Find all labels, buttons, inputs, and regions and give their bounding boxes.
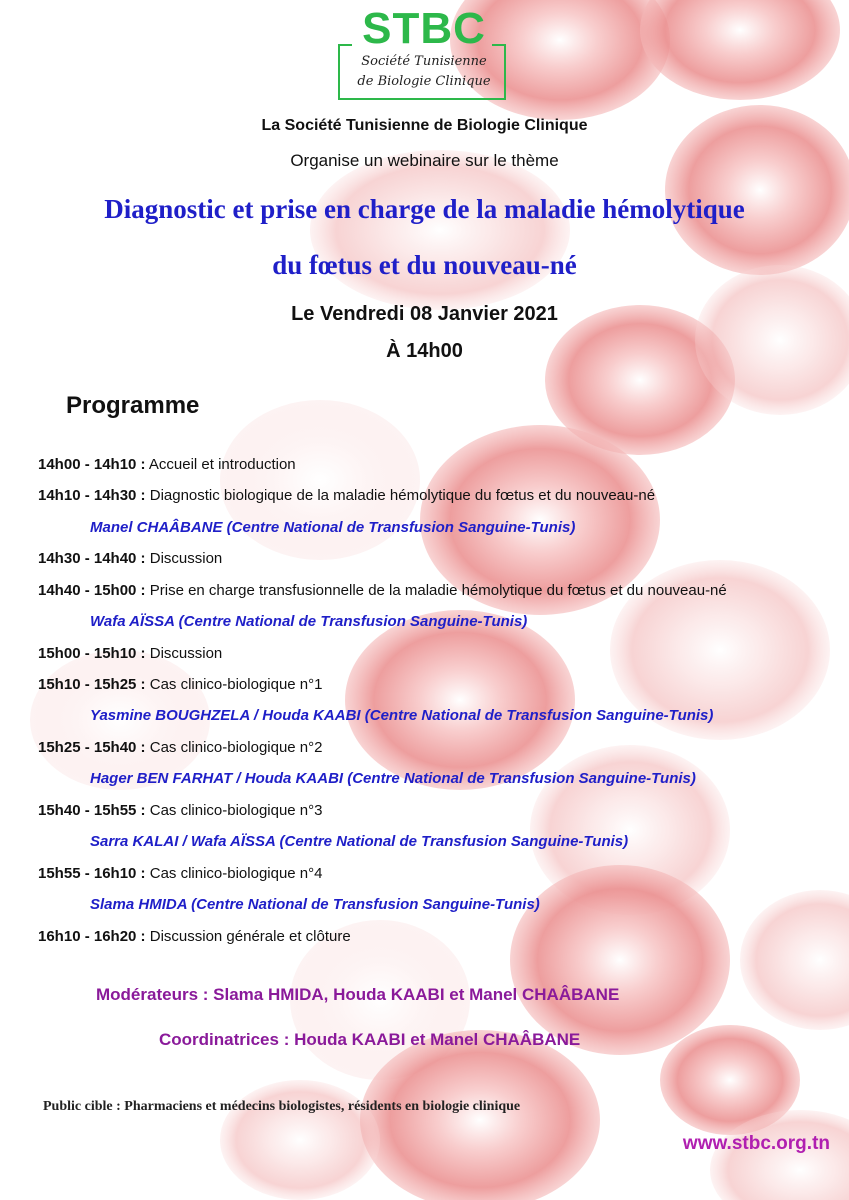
programme-row <box>38 487 655 504</box>
programme-title: Cas clinico-biologique n°3 <box>145 802 323 819</box>
programme-title: Cas clinico-biologique n°2 <box>145 739 323 756</box>
programme-title: Prise en charge transfusionnelle de la maladie hémolytique du fœtus et du nouveau-né <box>145 582 727 599</box>
programme-row <box>38 582 727 599</box>
programme-speaker: Hager BEN FARHAT / Houda KAABI (Centre National de Transfusion Sanguine-Tunis) <box>90 770 696 787</box>
programme-row <box>38 676 323 693</box>
programme-title: Discussion <box>145 645 223 662</box>
logo-line-2: de Biologie Clinique <box>357 74 491 89</box>
programme-time: 15h10 - 15h25 : <box>38 676 146 693</box>
programme-title: Cas clinico-biologique n°4 <box>145 865 323 882</box>
programme-time: 14h10 - 14h30 : <box>38 487 146 504</box>
programme-speaker: Wafa AÏSSA (Centre National de Transfusion Sanguine-Tunis) <box>90 613 528 630</box>
logo-frame <box>338 44 506 100</box>
programme-time: 15h00 - 15h10 : <box>38 645 146 662</box>
programme-heading: Programme <box>66 392 200 419</box>
event-time: À 14h00 <box>386 340 463 362</box>
programme-row <box>38 928 351 945</box>
programme-title: Diagnostic biologique de la maladie hémolytique du fœtus et du nouveau-né <box>145 487 656 504</box>
programme-row <box>38 456 296 473</box>
intro-text: Organise un webinaire sur le thème <box>290 151 559 170</box>
theme-title-line-1: Diagnostic et prise en charge de la maladie hémolytique <box>104 194 745 224</box>
programme-row <box>38 550 222 567</box>
theme-title-line-2: du fœtus et du nouveau-né <box>272 250 577 280</box>
website-link[interactable]: www.stbc.org.tn <box>682 1133 830 1154</box>
programme-row <box>38 865 323 882</box>
programme-title: Discussion générale et clôture <box>145 928 351 945</box>
programme-time: 14h40 - 15h00 : <box>38 582 146 599</box>
programme-title: Discussion <box>145 550 223 567</box>
programme-speaker: Yasmine BOUGHZELA / Houda KAABI (Centre National de Transfusion Sanguine-Tunis) <box>90 707 714 724</box>
programme-speaker: Slama HMIDA (Centre National de Transfusion Sanguine-Tunis) <box>90 896 540 913</box>
logo-line-1: Société Tunisienne <box>361 54 487 69</box>
target-audience: Public cible : Pharmaciens et médecins biologistes, résidents en biologie clinique <box>43 1099 521 1114</box>
programme-time: 14h30 - 14h40 : <box>38 550 146 567</box>
programme-row <box>38 802 323 819</box>
coordinators-line: Coordinatrices : Houda KAABI et Manel CHAÂBANE <box>159 1030 581 1049</box>
programme-speaker: Sarra KALAI / Wafa AÏSSA (Centre National de Transfusion Sanguine-Tunis) <box>90 833 629 850</box>
programme-time: 15h25 - 15h40 : <box>38 739 146 756</box>
stbc-logo <box>338 4 510 100</box>
event-date: Le Vendredi 08 Janvier 2021 <box>291 303 558 325</box>
programme-title: Cas clinico-biologique n°1 <box>145 676 323 693</box>
programme-title: Accueil et introduction <box>145 456 296 473</box>
programme-time: 15h40 - 15h55 : <box>38 802 146 819</box>
programme-time: 16h10 - 16h20 : <box>38 928 146 945</box>
programme-time: 14h00 - 14h10 : <box>38 456 146 473</box>
programme-speaker: Manel CHAÂBANE (Centre National de Transfusion Sanguine-Tunis) <box>90 519 576 536</box>
programme-row <box>38 739 323 756</box>
organizer-name: La Société Tunisienne de Biologie Clinique <box>261 117 588 134</box>
moderators-line: Modérateurs : Slama HMIDA, Houda KAABI et Manel CHAÂBANE <box>96 985 620 1004</box>
logo-acronym: STBC <box>362 4 486 53</box>
programme-row <box>38 645 222 662</box>
programme-time: 15h55 - 16h10 : <box>38 865 146 882</box>
